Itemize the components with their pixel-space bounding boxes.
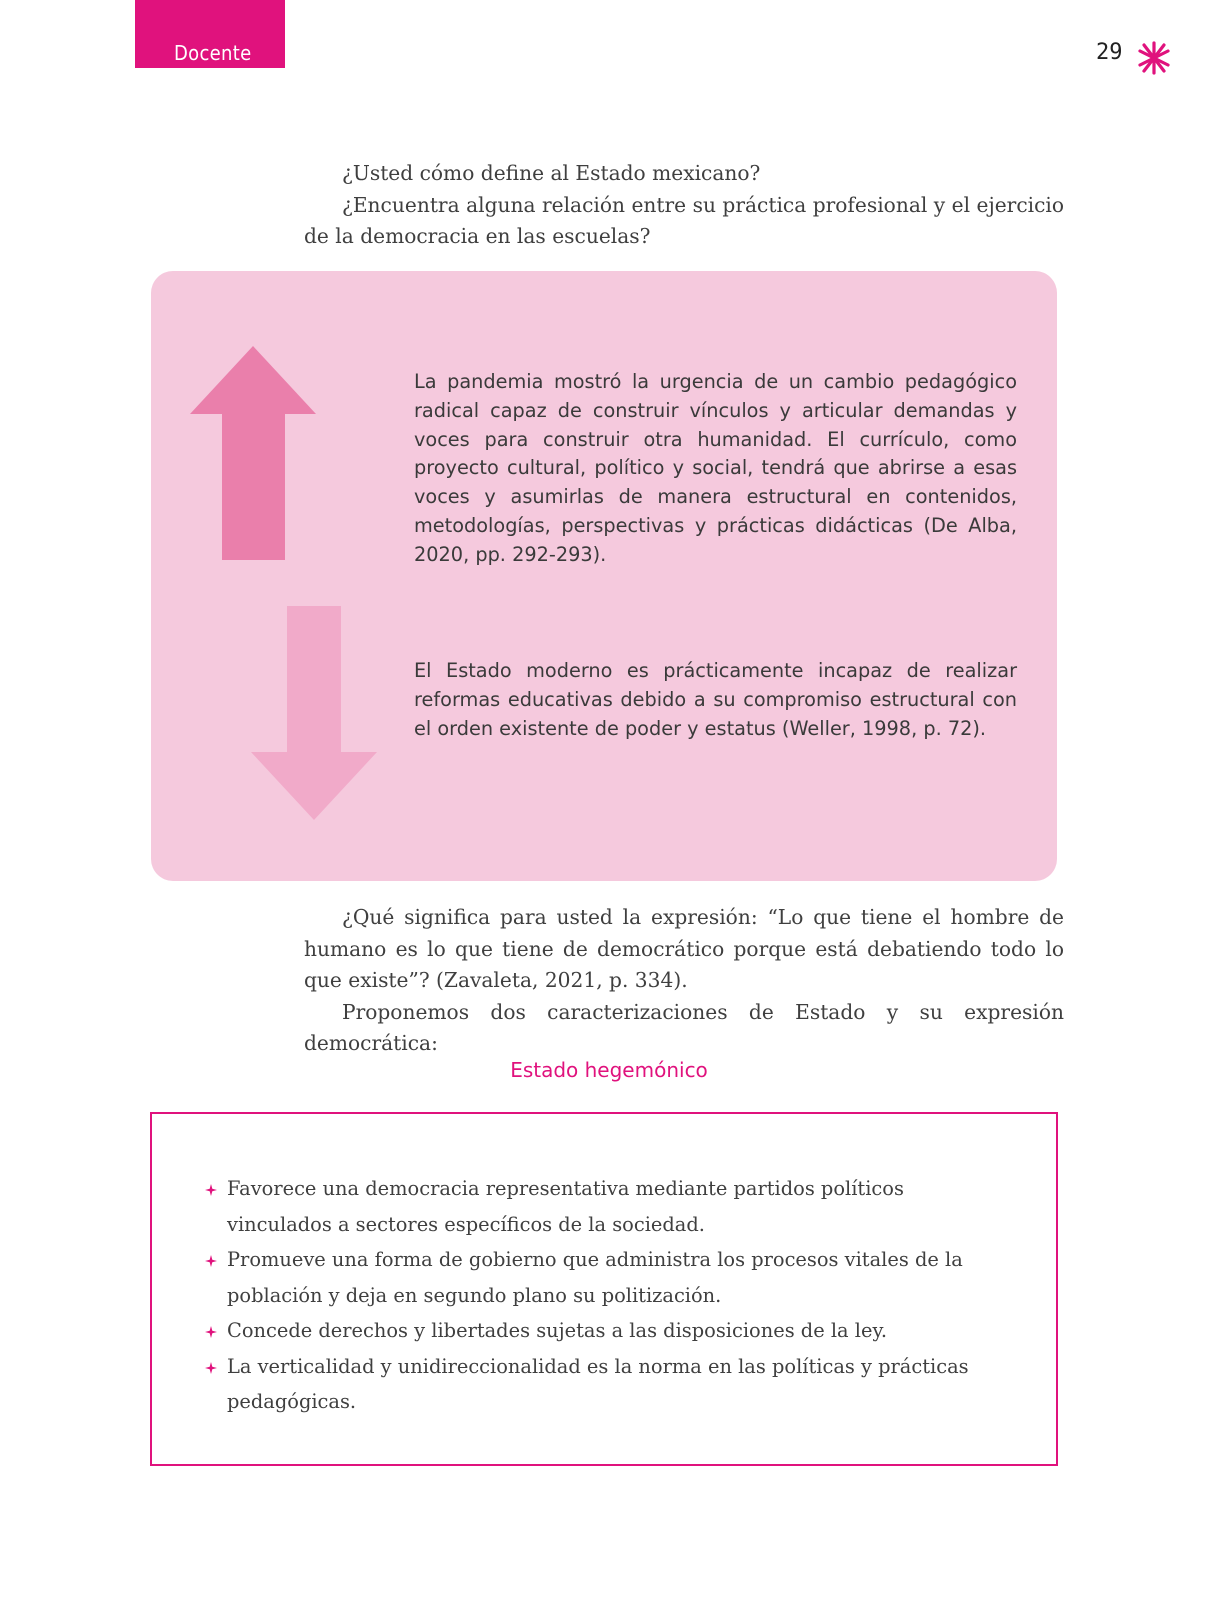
list-item xyxy=(205,1349,1005,1420)
asterisk-icon xyxy=(1136,40,1172,76)
bullet-icon xyxy=(205,1184,217,1196)
body-paragraph: Proponemos dos caracterizaciones de Estado y su expresión democrática: xyxy=(304,999,1064,1055)
list-item-text: Favorece una democracia representativa mediante partidos políticos vinculados a sectores específicos de la sociedad. xyxy=(227,1177,904,1236)
quote-weller: El Estado moderno es prácticamente incapaz de realizar reformas educativas debido a su compromiso estructural con el orden existente de poder y estatus (Weller, 1998, p. 72). xyxy=(414,659,1017,740)
section-heading xyxy=(0,1058,1214,1082)
bullet-icon xyxy=(205,1326,217,1338)
intro-questions xyxy=(304,158,1064,253)
page-number: 29 xyxy=(1096,40,1123,65)
arrow-down-icon xyxy=(251,606,377,820)
list-item xyxy=(205,1242,1005,1313)
list-item-text: Promueve una forma de gobierno que administra los procesos vitales de la población y deja en segundo plano su politización. xyxy=(227,1248,963,1307)
list-item-text: La verticalidad y unidireccionalidad es la norma en las políticas y prácticas pedagógicas. xyxy=(227,1354,969,1413)
arrow-up-icon xyxy=(190,346,316,560)
list-item xyxy=(205,1313,1005,1349)
body-paragraph: ¿Qué significa para usted la expresión: “Lo que tiene el hombre de humano es lo que tiene de democrático porque está debatiendo todo lo que existe”? (Zavaleta, 2021, p. 334). xyxy=(304,905,1064,992)
section-tag xyxy=(135,0,285,68)
bullet-icon xyxy=(205,1255,217,1267)
section-tag-label: Docente xyxy=(174,41,252,65)
intro-question: ¿Encuentra alguna relación entre su práctica profesional y el ejercicio de la democracia en las escuelas? xyxy=(304,192,1064,248)
quote-de-alba: La pandemia mostró la urgencia de un cambio pedagógico radical capaz de construir vínculos y articular demandas y voces para construir otra humanidad. El currículo, como proyecto cultural, político y social, tendrá que abrirse a esas voces y asumirlas de manera estructural en contenidos, metodologías, perspectivas y prácticas didácticas (De Alba, 2020, pp. 292-293). xyxy=(414,370,1017,566)
bullet-icon xyxy=(205,1362,217,1374)
intro-question: ¿Usted cómo define al Estado mexicano? xyxy=(342,161,761,185)
characteristics-list xyxy=(205,1171,1005,1420)
body-paragraphs xyxy=(304,902,1064,1060)
section-heading-text: Estado hegemónico xyxy=(510,1058,708,1082)
list-item-text: Concede derechos y libertades sujetas a las disposiciones de la ley. xyxy=(227,1319,887,1342)
list-item xyxy=(205,1171,1005,1242)
